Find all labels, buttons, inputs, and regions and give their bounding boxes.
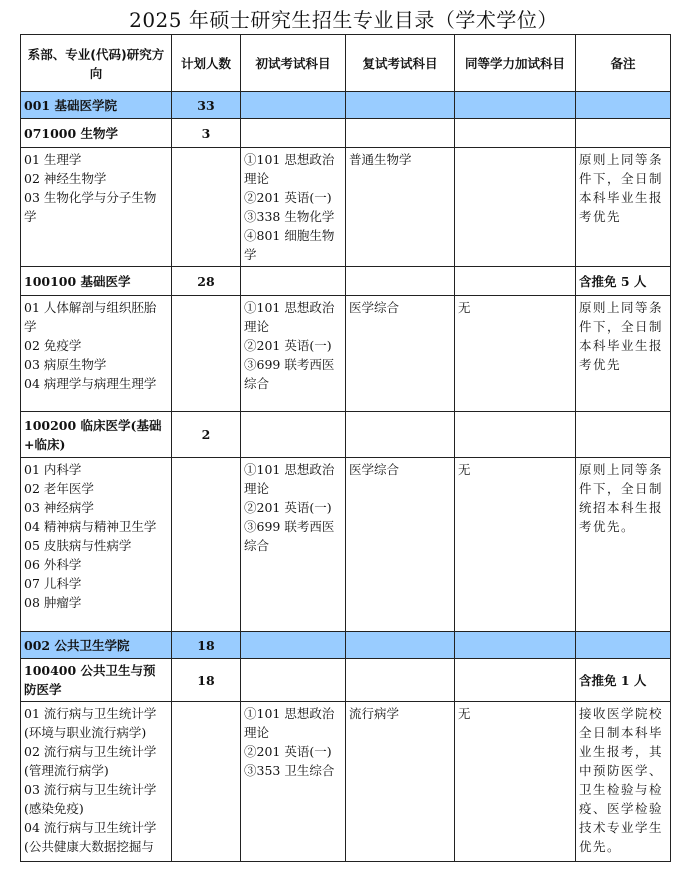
major-row (21, 119, 671, 148)
header-initial-exam: 初试考试科目 (241, 35, 346, 92)
exam-cell (241, 702, 346, 862)
directions-cell (21, 458, 172, 632)
direction-item: 02 神经生物学 (24, 171, 107, 186)
plan-count: 33 (172, 92, 241, 119)
major-name: 071000 生物学 (21, 119, 172, 148)
direction-item: 06 外科学 (24, 557, 82, 572)
exam-item: ③699 联考西医综合 (244, 519, 335, 553)
catalog-table (20, 34, 671, 862)
plan-count: 28 (172, 267, 241, 296)
note-cell: 原则上同等条件下，全日制本科毕业生报考优先 (576, 148, 671, 267)
plan-count: 18 (172, 659, 241, 702)
direction-item: 01 流行病与卫生统计学(环境与职业流行病学) (24, 706, 157, 740)
major-row (21, 267, 671, 296)
exam-item: ④801 细胞生物学 (244, 228, 335, 262)
retest-cell: 普通生物学 (346, 148, 455, 267)
equivalent-cell: 无 (455, 296, 576, 412)
exam-item: ③353 卫生综合 (244, 763, 335, 778)
major-name: 100200 临床医学(基础+临床) (21, 412, 172, 458)
equivalent-cell (455, 148, 576, 267)
exam-item: ③338 生物化学 (244, 209, 335, 224)
header-note: 备注 (576, 35, 671, 92)
exam-cell (241, 148, 346, 267)
direction-item: 01 人体解剖与组织胚胎学 (24, 300, 157, 334)
exam-item: ②201 英语(一) (244, 338, 332, 353)
exam-item: ②201 英语(一) (244, 500, 332, 515)
major-note (576, 119, 671, 148)
exam-item: ③699 联考西医综合 (244, 357, 335, 391)
header-equivalent: 同等学力加试科目 (455, 35, 576, 92)
header-plan: 计划人数 (172, 35, 241, 92)
exam-cell (241, 296, 346, 412)
major-name: 100400 公共卫生与预防医学 (21, 659, 172, 702)
retest-cell: 医学综合 (346, 458, 455, 632)
retest-cell: 医学综合 (346, 296, 455, 412)
department-row (21, 92, 671, 119)
note-cell: 原则上同等条件下，全日制统招本科生报考优先。 (576, 458, 671, 632)
direction-item: 08 肿瘤学 (24, 595, 82, 610)
direction-item: 01 生理学 (24, 152, 82, 167)
plan-count: 2 (172, 412, 241, 458)
directions-cell (21, 148, 172, 267)
exam-item: ②201 英语(一) (244, 190, 332, 205)
major-name: 100100 基础医学 (21, 267, 172, 296)
plan-count: 3 (172, 119, 241, 148)
equivalent-cell: 无 (455, 702, 576, 862)
direction-item: 04 精神病与精神卫生学 (24, 519, 157, 534)
major-note: 含推免 5 人 (576, 267, 671, 296)
page-title: 2025 年硕士研究生招生专业目录（学术学位） (129, 8, 558, 32)
direction-item: 04 病理学与病理生理学 (24, 376, 157, 391)
direction-item: 03 病原生物学 (24, 357, 107, 372)
department-name: 002 公共卫生学院 (21, 632, 172, 659)
header-row (21, 35, 671, 92)
major-note: 含推免 1 人 (576, 659, 671, 702)
major-row (21, 659, 671, 702)
detail-row (21, 458, 671, 632)
note-cell: 原则上同等条件下，全日制本科毕业生报考优先 (576, 296, 671, 412)
directions-cell (21, 702, 172, 862)
direction-item: 01 内科学 (24, 462, 82, 477)
direction-item: 02 免疫学 (24, 338, 82, 353)
detail-row (21, 702, 671, 862)
exam-item: ①101 思想政治理论 (244, 152, 335, 186)
department-name: 001 基础医学院 (21, 92, 172, 119)
direction-item: 03 流行病与卫生统计学(感染免疫) (24, 782, 157, 816)
direction-item: 02 流行病与卫生统计学(管理流行病学) (24, 744, 157, 778)
exam-item: ①101 思想政治理论 (244, 706, 335, 740)
directions-cell (21, 296, 172, 412)
direction-item: 04 流行病与卫生统计学(公共健康大数据挖掘与 (24, 820, 157, 854)
direction-item: 07 儿科学 (24, 576, 82, 591)
note-cell: 接收医学院校全日制本科毕业生报考，其中预防医学、卫生检验与检疫、医学检验技术专业学生优先。 (576, 702, 671, 862)
detail-row (21, 148, 671, 267)
header-program: 系部、专业(代码)研究方向 (21, 35, 172, 92)
major-row (21, 412, 671, 458)
detail-row (21, 296, 671, 412)
exam-cell (241, 458, 346, 632)
header-retest: 复试考试科目 (346, 35, 455, 92)
major-note (576, 412, 671, 458)
exam-item: ①101 思想政治理论 (244, 300, 335, 334)
direction-item: 03 生物化学与分子生物学 (24, 190, 157, 224)
retest-cell: 流行病学 (346, 702, 455, 862)
exam-item: ②201 英语(一) (244, 744, 332, 759)
exam-item: ①101 思想政治理论 (244, 462, 335, 496)
equivalent-cell: 无 (455, 458, 576, 632)
direction-item: 02 老年医学 (24, 481, 94, 496)
direction-item: 03 神经病学 (24, 500, 94, 515)
department-row (21, 632, 671, 659)
direction-item: 05 皮肤病与性病学 (24, 538, 132, 553)
plan-count: 18 (172, 632, 241, 659)
